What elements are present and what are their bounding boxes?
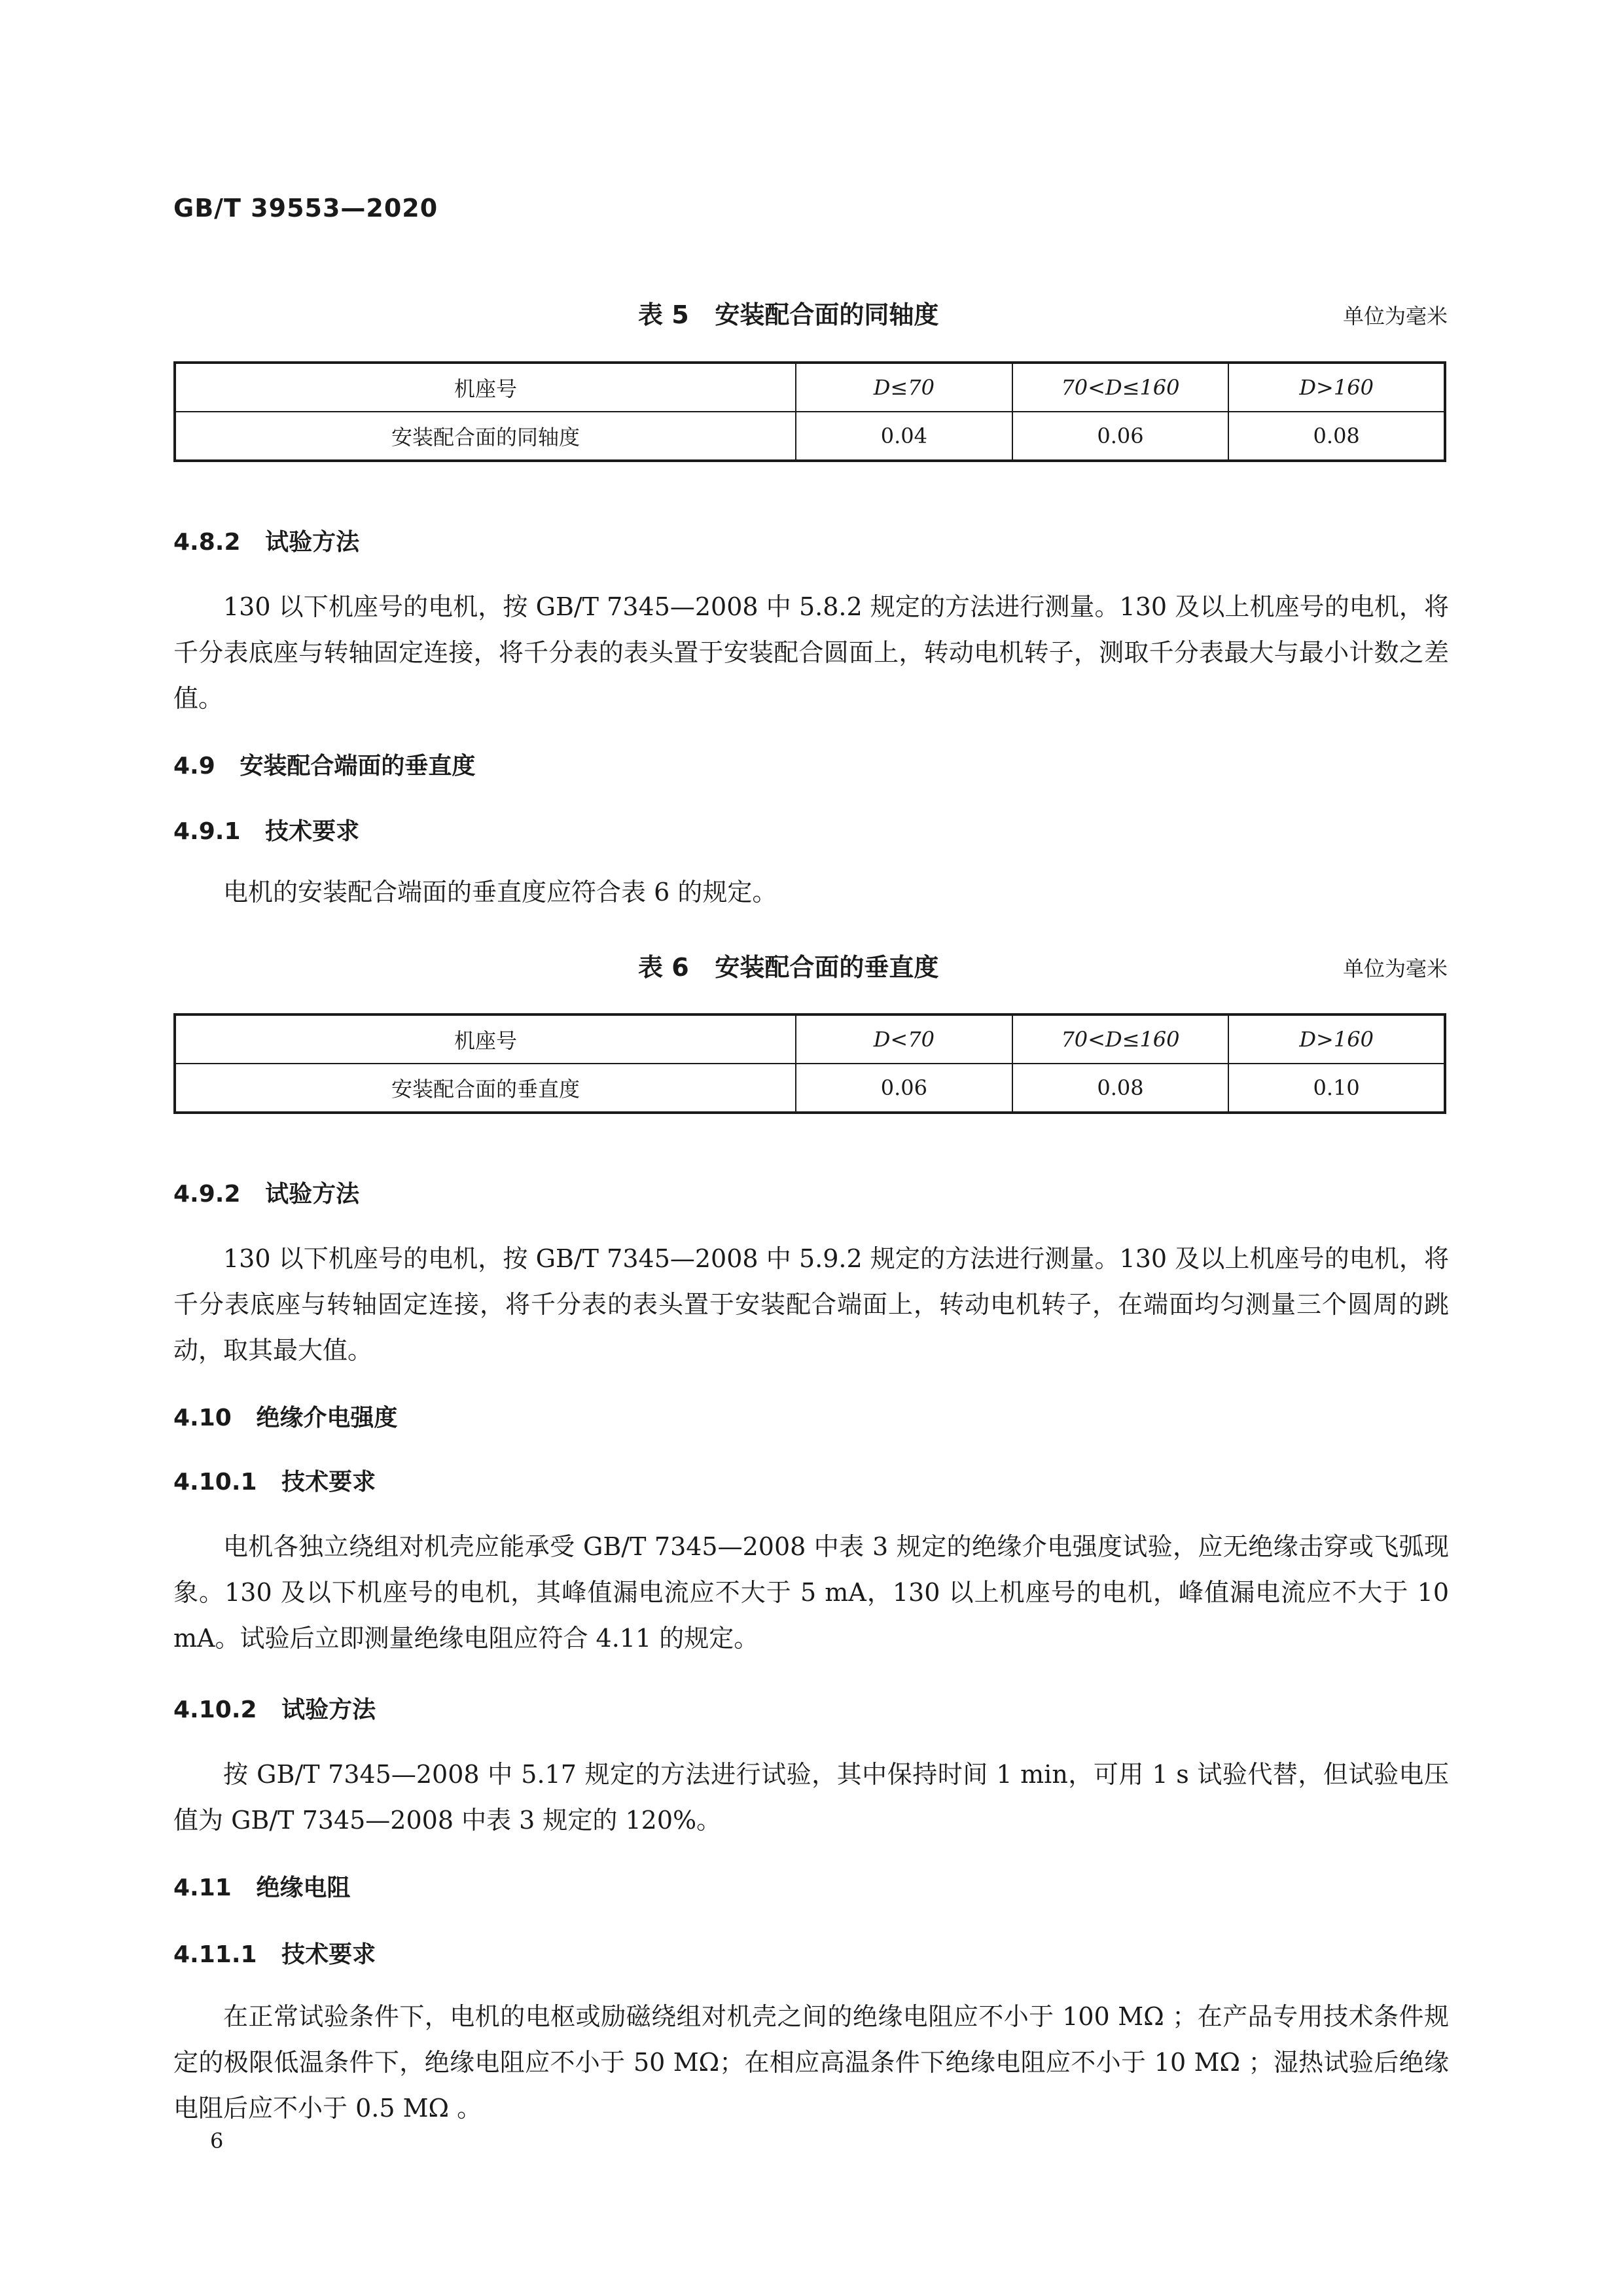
body-paragraph: 在正常试验条件下，电机的电枢或励磁绕组对机壳之间的绝缘电阻应不小于 100 MΩ ；在产品专用技术条件规定的极限低温条件下，绝缘电阻应不小于 50 MΩ；在相应高温条件下绝缘电阻应不小于 10 MΩ ；湿热试验后绝缘电阻后应不小于 0.5 MΩ 。 (173, 2002, 1449, 2123)
table-cell: 70<D≤160 (1012, 1014, 1229, 1064)
page-number: 6 (210, 2128, 224, 2153)
table-cell: 安装配合面的垂直度 (175, 1064, 796, 1113)
table-5-caption: 表 5 安装配合面的同轴度 (638, 300, 939, 329)
section-heading: 4.9 安装配合端面的垂直度 (173, 753, 476, 780)
table-6-unit: 单位为毫米 (1342, 956, 1448, 981)
table-cell: 0.08 (1228, 412, 1445, 461)
section-heading: 4.10.1 技术要求 (173, 1469, 376, 1496)
table-row (175, 1064, 1445, 1113)
table-cell: 机座号 (175, 363, 796, 412)
table-row (175, 363, 1445, 412)
table-6-caption: 表 6 安装配合面的垂直度 (638, 953, 939, 982)
section-heading: 4.8.2 试验方法 (173, 529, 360, 556)
table-5-unit: 单位为毫米 (1342, 304, 1448, 329)
section-heading: 4.10 绝缘介电强度 (173, 1405, 398, 1431)
table-row (175, 412, 1445, 461)
table-cell: 0.08 (1012, 1064, 1229, 1113)
table-cell: 0.06 (796, 1064, 1012, 1113)
table-cell: 70<D≤160 (1012, 363, 1229, 412)
table-cell: 机座号 (175, 1014, 796, 1064)
table-cell: D≤70 (796, 363, 1012, 412)
table-cell: D>160 (1228, 1014, 1445, 1064)
table-cell: D>160 (1228, 363, 1445, 412)
section-heading: 4.10.2 试验方法 (173, 1696, 376, 1723)
table-6 (173, 1013, 1446, 1114)
body-paragraph: 按 GB/T 7345—2008 中 5.17 规定的方法进行试验，其中保持时间 1 min，可用 1 s 试验代替，但试验电压值为 GB/T 7345—2008 中表 3 规定的 120%。 (173, 1760, 1449, 1835)
table-5 (173, 361, 1446, 462)
table-cell: D<70 (796, 1014, 1012, 1064)
standard-code: GB/T 39553—2020 (173, 194, 438, 223)
table-cell: 安装配合面的同轴度 (175, 412, 796, 461)
section-heading: 4.9.2 试验方法 (173, 1181, 360, 1208)
table-cell: 0.06 (1012, 412, 1229, 461)
section-heading: 4.9.1 技术要求 (173, 818, 360, 845)
section-heading: 4.11 绝缘电阻 (173, 1874, 351, 1901)
table-cell: 0.04 (796, 412, 1012, 461)
body-paragraph: 电机各独立绕组对机壳应能承受 GB/T 7345—2008 中表 3 规定的绝缘介电强度试验，应无绝缘击穿或飞弧现象。130 及以下机座号的电机，其峰值漏电流应不大于 5 mA，130 以上机座号的电机，峰值漏电流应不大于 10 mA。试验后立即测量绝缘电阻应符合 4.11 的规定。 (173, 1532, 1449, 1653)
table-row (175, 1014, 1445, 1064)
section-heading: 4.11.1 技术要求 (173, 1941, 376, 1968)
body-paragraph: 电机的安装配合端面的垂直度应符合表 6 的规定。 (223, 878, 777, 906)
body-paragraph: 130 以下机座号的电机，按 GB/T 7345—2008 中 5.9.2 规定的方法进行测量。130 及以上机座号的电机，将千分表底座与转轴固定连接，将千分表的表头置于安装配合端面上，转动电机转子，在端面均匀测量三个圆周的跳动，取其最大值。 (173, 1244, 1449, 1365)
table-cell: 0.10 (1228, 1064, 1445, 1113)
body-paragraph: 130 以下机座号的电机，按 GB/T 7345—2008 中 5.8.2 规定的方法进行测量。130 及以上机座号的电机，将千分表底座与转轴固定连接，将千分表的表头置于安装配合圆面上，转动电机转子，测取千分表最大与最小计数之差值。 (173, 592, 1449, 713)
